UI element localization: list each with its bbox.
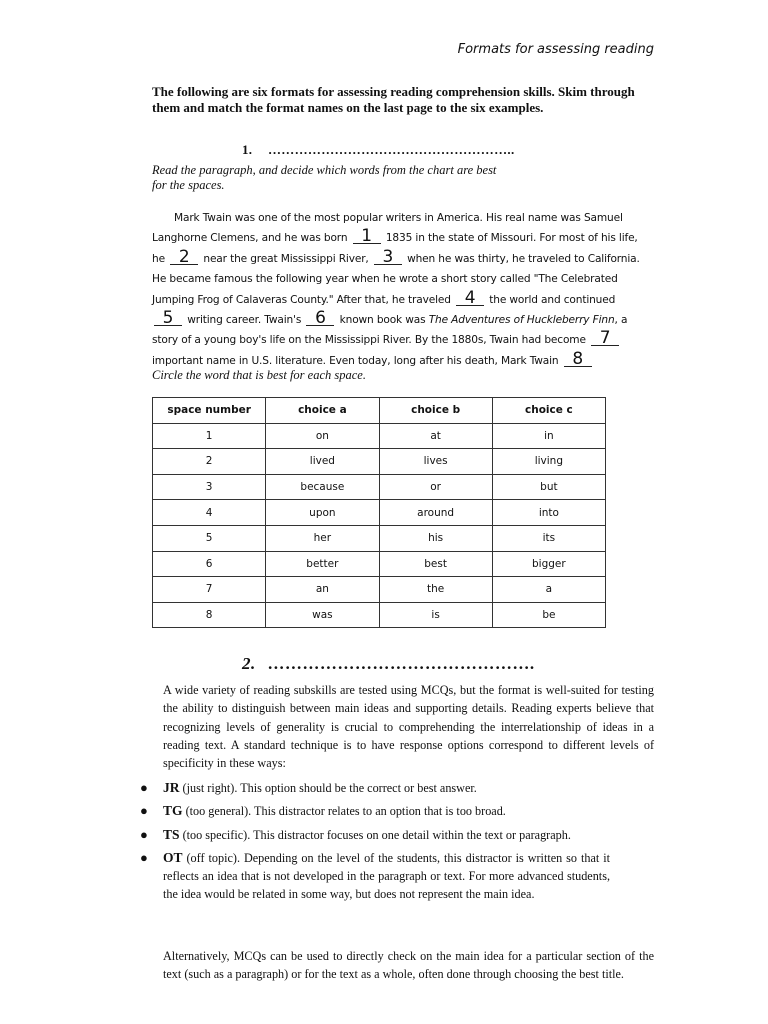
table-cell: or <box>379 474 492 500</box>
table-row <box>153 551 606 577</box>
table-cell: better <box>266 551 379 577</box>
blank-2: 2 <box>170 250 198 265</box>
table-cell: 1 <box>153 423 266 449</box>
running-header: Formats for assessing reading <box>457 42 654 57</box>
table-cell: 6 <box>153 551 266 577</box>
blank-4: 4 <box>456 291 484 306</box>
list-item <box>140 779 610 797</box>
intro-instructions: The following are six formats for assessing reading comprehension skills. Skim through them and match the format names on the last page to the six examples. <box>152 84 635 115</box>
option-code: TG <box>163 803 183 819</box>
column-header: choice a <box>266 398 379 424</box>
table-cell: because <box>266 474 379 500</box>
table-row <box>153 474 606 500</box>
table-cell: 5 <box>153 525 266 551</box>
option-code: OT <box>163 849 183 865</box>
table-cell: bigger <box>492 551 605 577</box>
passage-text: 1835 in the state of Missouri. For most of his life, he <box>152 232 638 265</box>
table-cell: is <box>379 602 492 628</box>
section-1-number: 1. <box>242 142 253 157</box>
list-item <box>140 849 610 904</box>
section-1-instruction: Read the paragraph, and decide which words from the chart are best for the spaces. <box>152 163 497 192</box>
section-2-number: 2. <box>242 654 256 673</box>
table-cell: 2 <box>153 449 266 475</box>
option-code: JR <box>163 780 180 795</box>
list-item <box>140 802 610 820</box>
section-1-heading <box>242 142 515 158</box>
cloze-passage <box>152 208 644 371</box>
bullet-icon: ● <box>140 826 148 842</box>
table-cell: lived <box>266 449 379 475</box>
passage-text: , a story of a young boy's life on the Mississippi River. By the 1880s, Twain had become <box>152 314 628 347</box>
table-cell: 4 <box>153 500 266 526</box>
table-cell: its <box>492 525 605 551</box>
table-row <box>153 577 606 603</box>
table-cell: into <box>492 500 605 526</box>
table-cell: 8 <box>153 602 266 628</box>
passage-text: the world and continued <box>489 293 616 306</box>
column-header: choice c <box>492 398 605 424</box>
table-cell: 7 <box>153 577 266 603</box>
table-cell: lives <box>379 449 492 475</box>
passage-text: Mark Twain was one of the most popular writers in America. His real name was Samuel Langhorne Clemens, and he was born <box>152 212 623 245</box>
blank-6: 6 <box>306 311 334 326</box>
section-2-heading <box>242 654 535 674</box>
table-cell: on <box>266 423 379 449</box>
bullet-icon: ● <box>140 780 148 795</box>
table-cell: best <box>379 551 492 577</box>
table-row <box>153 525 606 551</box>
table-cell: his <box>379 525 492 551</box>
table-cell: in <box>492 423 605 449</box>
table-cell: upon <box>266 500 379 526</box>
passage-text: near the great Mississippi River, <box>203 252 369 265</box>
table-cell: an <box>266 577 379 603</box>
list-item <box>140 826 610 844</box>
section-1-title-blank: ……………………………………………….. <box>268 142 515 157</box>
bullet-icon: ● <box>140 803 148 819</box>
table-cell: around <box>379 500 492 526</box>
section-2-paragraph-2: Alternatively, MCQs can be used to directly check on the main idea for a particular section of the text (such as a paragraph) or for the text as a whole, often done through choosing the best title. <box>163 949 654 982</box>
blank-1: 1 <box>353 229 381 244</box>
table-cell: her <box>266 525 379 551</box>
passage-text: writing career. Twain's <box>187 314 302 327</box>
column-header: choice b <box>379 398 492 424</box>
table-cell: 3 <box>153 474 266 500</box>
bullet-icon: ● <box>140 849 148 865</box>
table-cell: a <box>492 577 605 603</box>
passage-text: when he was thirty, he traveled to California. He became famous the following year when he wrote a short story called "The Celebrated Jumping Frog of Calaveras County." After that, he traveled <box>152 252 640 306</box>
section-2-title-blank: ………………………………………. <box>268 654 536 673</box>
table-row <box>153 423 606 449</box>
option-description: (too general). This distractor relates to an option that is too broad. <box>185 804 506 819</box>
table-row <box>153 602 606 628</box>
table-cell: was <box>266 602 379 628</box>
table-cell: the <box>379 577 492 603</box>
table-cell: be <box>492 602 605 628</box>
table-cell: at <box>379 423 492 449</box>
table-instruction: Circle the word that is best for each space. <box>152 368 366 382</box>
option-description: (just right). This option should be the correct or best answer. <box>182 781 477 795</box>
column-header: space number <box>153 398 266 424</box>
table-row <box>153 449 606 475</box>
table-row <box>153 500 606 526</box>
option-description: (too specific). This distractor focuses on one detail within the text or paragraph. <box>182 827 571 842</box>
option-description: (off topic). Depending on the level of the students, this distractor is written so that it reflects an idea that is not developed in the paragraph or text. For more advanced students, the idea would be related in some way, but does not represent the main idea. <box>163 850 611 902</box>
passage-text: known book was <box>339 314 426 327</box>
blank-5: 5 <box>154 311 182 326</box>
table-cell: but <box>492 474 605 500</box>
blank-3: 3 <box>374 250 402 265</box>
section-2-paragraph-1: A wide variety of reading subskills are tested using MCQs, but the format is well-suited for testing the ability to distinguish between main ideas and supporting details. Reading experts believe that recognizing levels of generality is crucial to comprehending the interrelationship of ideas in a reading text. A standard technique is to have response options correspond to different levels of specificity in these ways: <box>163 683 654 771</box>
passage-text: important name in U.S. literature. Even today, long after his death, Mark Twain <box>152 354 559 367</box>
table-header-row <box>153 398 606 424</box>
distractor-types-list <box>140 779 610 909</box>
blank-8: 8 <box>564 352 592 367</box>
option-code: TS <box>163 826 180 842</box>
table-cell: living <box>492 449 605 475</box>
book-title: The Adventures of Huckleberry Finn <box>428 314 615 327</box>
blank-7: 7 <box>591 331 619 346</box>
choices-table <box>152 397 606 628</box>
